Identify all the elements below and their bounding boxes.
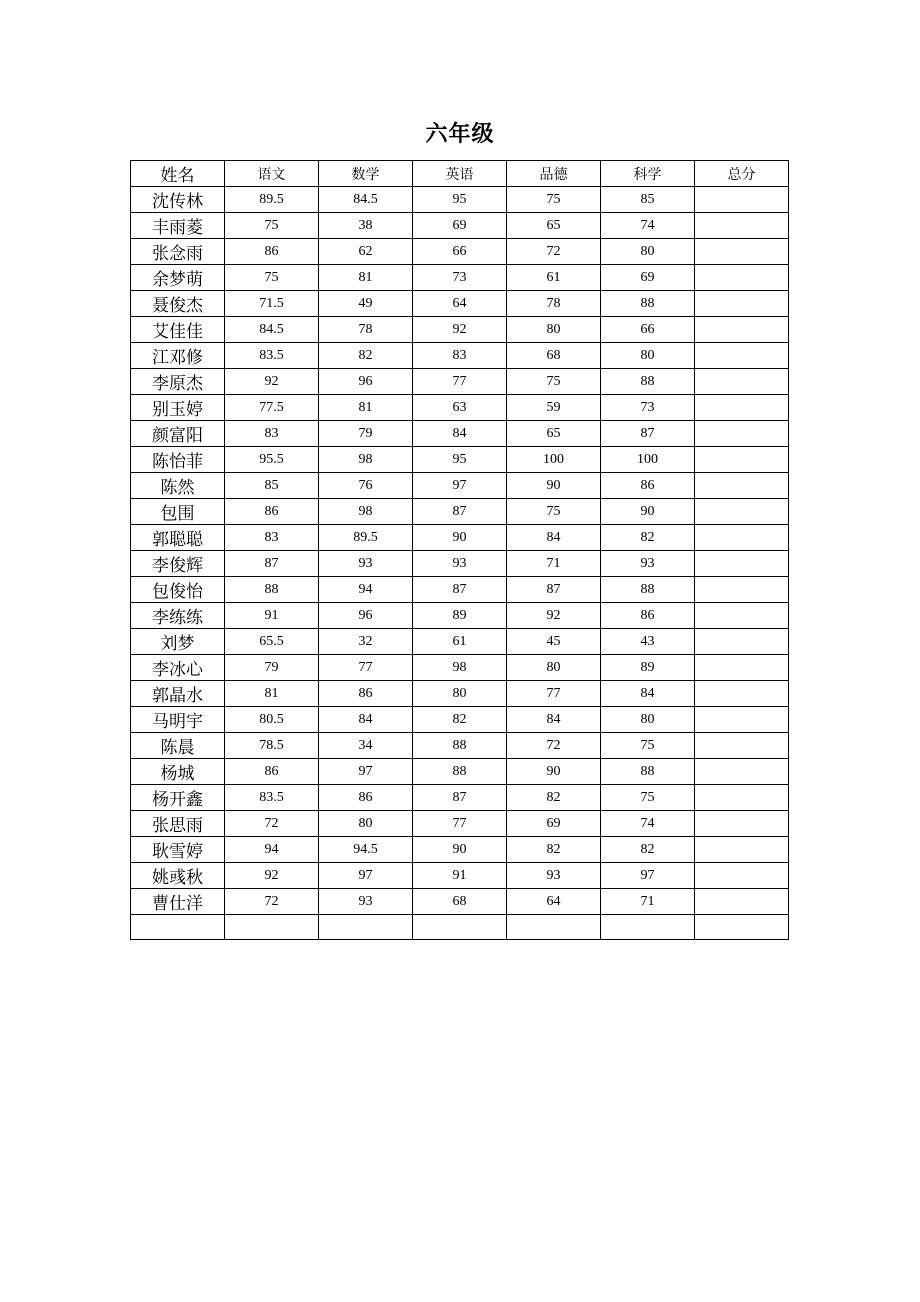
cell-science: 87 — [601, 421, 695, 447]
cell-math: 79 — [319, 421, 413, 447]
cell-total — [695, 213, 789, 239]
cell-math: 98 — [319, 499, 413, 525]
cell-english: 92 — [413, 317, 507, 343]
cell-math: 93 — [319, 551, 413, 577]
table-row — [131, 629, 789, 655]
cell-name: 张思雨 — [131, 811, 225, 837]
cell-total — [695, 551, 789, 577]
table-row — [131, 395, 789, 421]
table-row — [131, 499, 789, 525]
cell-morality: 72 — [507, 733, 601, 759]
cell-name: 耿雪婷 — [131, 837, 225, 863]
cell-chinese: 95.5 — [225, 447, 319, 473]
cell-name — [131, 915, 225, 940]
cell-english: 87 — [413, 577, 507, 603]
cell-name: 杨开鑫 — [131, 785, 225, 811]
cell-math: 97 — [319, 759, 413, 785]
table-row — [131, 369, 789, 395]
cell-morality: 82 — [507, 785, 601, 811]
cell-math: 97 — [319, 863, 413, 889]
cell-chinese: 83.5 — [225, 343, 319, 369]
cell-total — [695, 291, 789, 317]
cell-chinese: 72 — [225, 889, 319, 915]
cell-math: 94 — [319, 577, 413, 603]
cell-total — [695, 759, 789, 785]
cell-morality: 90 — [507, 759, 601, 785]
cell-english: 66 — [413, 239, 507, 265]
cell-name: 余梦萌 — [131, 265, 225, 291]
cell-morality: 69 — [507, 811, 601, 837]
cell-math: 49 — [319, 291, 413, 317]
table-header-row — [131, 161, 789, 187]
table-row — [131, 577, 789, 603]
table-row — [131, 525, 789, 551]
table-row — [131, 811, 789, 837]
cell-total — [695, 603, 789, 629]
cell-name: 江邓修 — [131, 343, 225, 369]
cell-math: 96 — [319, 603, 413, 629]
cell-english: 73 — [413, 265, 507, 291]
cell-science: 84 — [601, 681, 695, 707]
cell-name: 曹仕洋 — [131, 889, 225, 915]
cell-total — [695, 655, 789, 681]
cell-science: 88 — [601, 759, 695, 785]
cell-name: 张念雨 — [131, 239, 225, 265]
cell-chinese: 83.5 — [225, 785, 319, 811]
cell-morality: 80 — [507, 317, 601, 343]
cell-name: 包俊怡 — [131, 577, 225, 603]
cell-math: 76 — [319, 473, 413, 499]
cell-chinese: 84.5 — [225, 317, 319, 343]
cell-total — [695, 681, 789, 707]
cell-chinese: 81 — [225, 681, 319, 707]
cell-total — [695, 317, 789, 343]
cell-morality — [507, 915, 601, 940]
cell-total — [695, 525, 789, 551]
column-header-morality: 品德 — [507, 161, 601, 187]
cell-english: 77 — [413, 369, 507, 395]
cell-english: 88 — [413, 759, 507, 785]
cell-total — [695, 447, 789, 473]
cell-total — [695, 577, 789, 603]
cell-science: 82 — [601, 837, 695, 863]
cell-english — [413, 915, 507, 940]
cell-name: 丰雨菱 — [131, 213, 225, 239]
cell-chinese: 80.5 — [225, 707, 319, 733]
cell-morality: 71 — [507, 551, 601, 577]
cell-english: 82 — [413, 707, 507, 733]
table-row — [131, 915, 789, 940]
table-row — [131, 603, 789, 629]
column-header-math: 数学 — [319, 161, 413, 187]
cell-chinese: 91 — [225, 603, 319, 629]
cell-morality: 75 — [507, 187, 601, 213]
cell-english: 98 — [413, 655, 507, 681]
cell-chinese: 79 — [225, 655, 319, 681]
table-row — [131, 421, 789, 447]
cell-science: 75 — [601, 785, 695, 811]
cell-english: 95 — [413, 187, 507, 213]
cell-morality: 72 — [507, 239, 601, 265]
cell-name: 陈然 — [131, 473, 225, 499]
cell-chinese: 87 — [225, 551, 319, 577]
column-header-english: 英语 — [413, 161, 507, 187]
cell-math: 34 — [319, 733, 413, 759]
cell-science: 43 — [601, 629, 695, 655]
cell-math: 86 — [319, 785, 413, 811]
table-row — [131, 837, 789, 863]
cell-chinese: 86 — [225, 499, 319, 525]
cell-science: 66 — [601, 317, 695, 343]
cell-name: 杨城 — [131, 759, 225, 785]
table-row — [131, 447, 789, 473]
cell-english: 90 — [413, 525, 507, 551]
cell-total — [695, 629, 789, 655]
cell-morality: 92 — [507, 603, 601, 629]
cell-science: 69 — [601, 265, 695, 291]
cell-chinese — [225, 915, 319, 940]
cell-name: 艾佳佳 — [131, 317, 225, 343]
cell-chinese: 94 — [225, 837, 319, 863]
cell-total — [695, 239, 789, 265]
cell-science: 80 — [601, 239, 695, 265]
cell-total — [695, 707, 789, 733]
cell-science: 71 — [601, 889, 695, 915]
cell-science: 86 — [601, 603, 695, 629]
cell-math: 82 — [319, 343, 413, 369]
cell-morality: 93 — [507, 863, 601, 889]
cell-science: 73 — [601, 395, 695, 421]
cell-english: 68 — [413, 889, 507, 915]
cell-name: 陈怡菲 — [131, 447, 225, 473]
cell-total — [695, 811, 789, 837]
cell-total — [695, 369, 789, 395]
cell-math: 89.5 — [319, 525, 413, 551]
cell-english: 91 — [413, 863, 507, 889]
cell-english: 89 — [413, 603, 507, 629]
cell-math: 96 — [319, 369, 413, 395]
cell-science: 89 — [601, 655, 695, 681]
cell-math: 78 — [319, 317, 413, 343]
table-row — [131, 551, 789, 577]
cell-math: 98 — [319, 447, 413, 473]
table-row — [131, 681, 789, 707]
cell-chinese: 77.5 — [225, 395, 319, 421]
cell-total — [695, 837, 789, 863]
table-row — [131, 473, 789, 499]
cell-english: 95 — [413, 447, 507, 473]
table-row — [131, 863, 789, 889]
cell-morality: 80 — [507, 655, 601, 681]
cell-morality: 84 — [507, 525, 601, 551]
cell-english: 69 — [413, 213, 507, 239]
cell-morality: 87 — [507, 577, 601, 603]
cell-chinese: 71.5 — [225, 291, 319, 317]
cell-name: 别玉婷 — [131, 395, 225, 421]
table-row — [131, 759, 789, 785]
cell-science: 88 — [601, 291, 695, 317]
table-row — [131, 265, 789, 291]
cell-chinese: 86 — [225, 239, 319, 265]
cell-science: 74 — [601, 213, 695, 239]
cell-name: 李冰心 — [131, 655, 225, 681]
cell-science: 100 — [601, 447, 695, 473]
cell-morality: 61 — [507, 265, 601, 291]
cell-math: 62 — [319, 239, 413, 265]
cell-total — [695, 187, 789, 213]
table-row — [131, 291, 789, 317]
cell-morality: 45 — [507, 629, 601, 655]
page-title: 六年级 — [425, 122, 495, 147]
cell-morality: 84 — [507, 707, 601, 733]
cell-total — [695, 733, 789, 759]
table-row — [131, 889, 789, 915]
cell-english: 84 — [413, 421, 507, 447]
cell-english: 88 — [413, 733, 507, 759]
cell-science: 90 — [601, 499, 695, 525]
cell-math: 81 — [319, 265, 413, 291]
column-header-name: 姓名 — [131, 161, 225, 187]
cell-math: 86 — [319, 681, 413, 707]
table-row — [131, 317, 789, 343]
table-row — [131, 187, 789, 213]
cell-math: 84 — [319, 707, 413, 733]
cell-science: 88 — [601, 577, 695, 603]
cell-morality: 78 — [507, 291, 601, 317]
cell-morality: 65 — [507, 213, 601, 239]
cell-morality: 64 — [507, 889, 601, 915]
cell-english: 64 — [413, 291, 507, 317]
table-body — [131, 187, 789, 940]
cell-morality: 77 — [507, 681, 601, 707]
cell-chinese: 85 — [225, 473, 319, 499]
table-row — [131, 213, 789, 239]
cell-name: 包围 — [131, 499, 225, 525]
cell-science: 82 — [601, 525, 695, 551]
cell-chinese: 75 — [225, 213, 319, 239]
table-row — [131, 655, 789, 681]
cell-total — [695, 343, 789, 369]
cell-english: 87 — [413, 499, 507, 525]
column-header-science: 科学 — [601, 161, 695, 187]
cell-morality: 82 — [507, 837, 601, 863]
cell-chinese: 92 — [225, 369, 319, 395]
grade-score-table — [130, 160, 789, 940]
cell-chinese: 88 — [225, 577, 319, 603]
cell-english: 87 — [413, 785, 507, 811]
cell-english: 63 — [413, 395, 507, 421]
cell-morality: 75 — [507, 499, 601, 525]
cell-science: 85 — [601, 187, 695, 213]
cell-math: 32 — [319, 629, 413, 655]
column-header-chinese: 语文 — [225, 161, 319, 187]
cell-math: 77 — [319, 655, 413, 681]
cell-total — [695, 785, 789, 811]
cell-total — [695, 499, 789, 525]
cell-math — [319, 915, 413, 940]
cell-name: 陈晨 — [131, 733, 225, 759]
cell-chinese: 65.5 — [225, 629, 319, 655]
cell-math: 81 — [319, 395, 413, 421]
cell-english: 83 — [413, 343, 507, 369]
table-row — [131, 239, 789, 265]
cell-name: 李原杰 — [131, 369, 225, 395]
cell-total — [695, 421, 789, 447]
table-row — [131, 343, 789, 369]
cell-math: 94.5 — [319, 837, 413, 863]
cell-name: 聂俊杰 — [131, 291, 225, 317]
cell-name: 马明宇 — [131, 707, 225, 733]
cell-chinese: 72 — [225, 811, 319, 837]
cell-english: 97 — [413, 473, 507, 499]
cell-chinese: 75 — [225, 265, 319, 291]
cell-science: 88 — [601, 369, 695, 395]
cell-name: 颜富阳 — [131, 421, 225, 447]
cell-total — [695, 915, 789, 940]
table-row — [131, 785, 789, 811]
cell-english: 93 — [413, 551, 507, 577]
cell-math: 84.5 — [319, 187, 413, 213]
cell-science — [601, 915, 695, 940]
cell-science: 80 — [601, 343, 695, 369]
cell-name: 李俊辉 — [131, 551, 225, 577]
cell-chinese: 89.5 — [225, 187, 319, 213]
cell-name: 姚彧秋 — [131, 863, 225, 889]
cell-total — [695, 473, 789, 499]
cell-morality: 59 — [507, 395, 601, 421]
cell-english: 77 — [413, 811, 507, 837]
cell-chinese: 83 — [225, 525, 319, 551]
table-row — [131, 733, 789, 759]
cell-name: 郭晶水 — [131, 681, 225, 707]
cell-morality: 68 — [507, 343, 601, 369]
cell-math: 38 — [319, 213, 413, 239]
cell-chinese: 92 — [225, 863, 319, 889]
cell-chinese: 86 — [225, 759, 319, 785]
cell-math: 93 — [319, 889, 413, 915]
cell-name: 郭聪聪 — [131, 525, 225, 551]
table-row — [131, 707, 789, 733]
column-header-total: 总分 — [695, 161, 789, 187]
cell-english: 80 — [413, 681, 507, 707]
cell-name: 李练练 — [131, 603, 225, 629]
cell-english: 90 — [413, 837, 507, 863]
cell-total — [695, 265, 789, 291]
cell-morality: 90 — [507, 473, 601, 499]
cell-name: 刘梦 — [131, 629, 225, 655]
cell-chinese: 83 — [225, 421, 319, 447]
cell-science: 75 — [601, 733, 695, 759]
cell-science: 80 — [601, 707, 695, 733]
cell-science: 93 — [601, 551, 695, 577]
cell-total — [695, 863, 789, 889]
cell-english: 61 — [413, 629, 507, 655]
cell-chinese: 78.5 — [225, 733, 319, 759]
cell-morality: 100 — [507, 447, 601, 473]
cell-science: 86 — [601, 473, 695, 499]
cell-science: 74 — [601, 811, 695, 837]
cell-science: 97 — [601, 863, 695, 889]
cell-morality: 75 — [507, 369, 601, 395]
cell-morality: 65 — [507, 421, 601, 447]
cell-total — [695, 395, 789, 421]
cell-math: 80 — [319, 811, 413, 837]
cell-total — [695, 889, 789, 915]
cell-name: 沈传林 — [131, 187, 225, 213]
